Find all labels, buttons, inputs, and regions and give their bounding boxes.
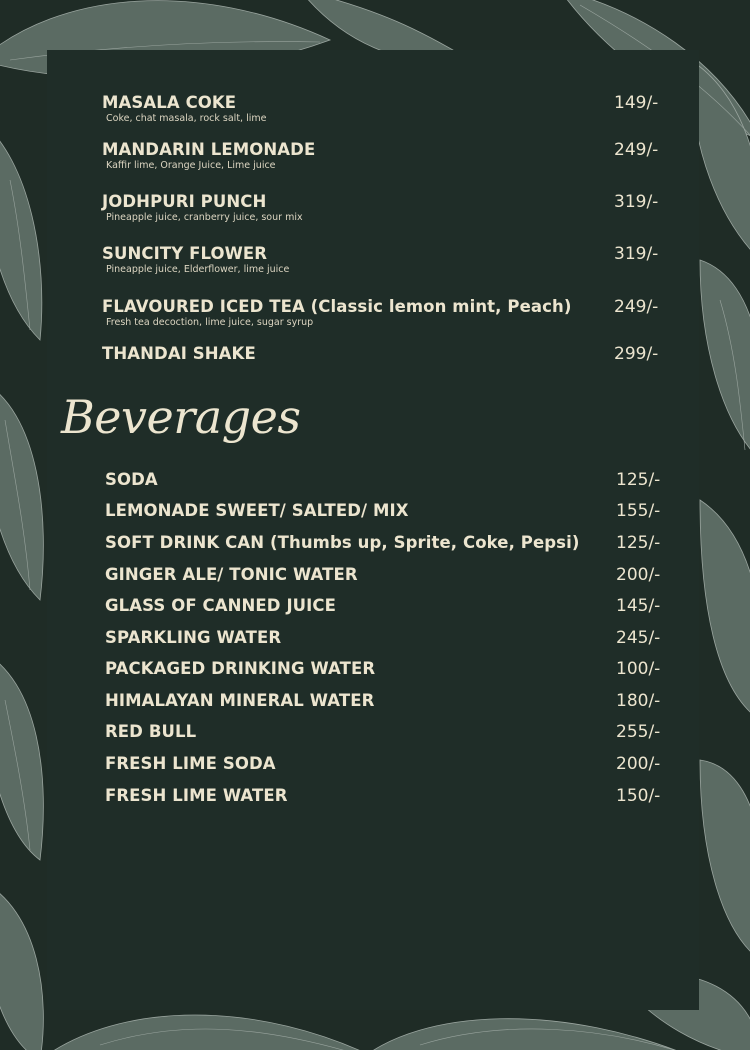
item-name: GLASS OF CANNED JUICE [105, 596, 337, 615]
item-price: 100/- [616, 659, 661, 679]
item-description: Coke, chat masala, rock salt, lime [106, 113, 267, 124]
item-price: 249/- [614, 297, 659, 317]
item-name: THANDAI SHAKE [102, 344, 256, 363]
menu-panel [47, 50, 699, 1010]
item-description: Fresh tea decoction, lime juice, sugar syrup [106, 317, 314, 328]
item-name: MASALA COKE [102, 93, 237, 112]
item-price: 319/- [614, 244, 659, 264]
item-description: Pineapple juice, Elderflower, lime juice [106, 264, 290, 275]
item-name: PACKAGED DRINKING WATER [105, 659, 376, 678]
item-price: 319/- [614, 192, 659, 212]
item-name: MANDARIN LEMONADE [102, 140, 316, 159]
item-description: Kaffir lime, Orange Juice, Lime juice [106, 160, 276, 171]
item-name: RED BULL [105, 722, 197, 741]
item-name: SUNCITY FLOWER [102, 244, 268, 263]
item-name: SOFT DRINK CAN (Thumbs up, Sprite, Coke, Pepsi) [105, 533, 580, 552]
item-name: GINGER ALE/ TONIC WATER [105, 565, 358, 584]
item-description: Pineapple juice, cranberry juice, sour mix [106, 212, 303, 223]
item-name: FRESH LIME SODA [105, 754, 276, 773]
item-price: 245/- [616, 628, 661, 648]
item-name: HIMALAYAN MINERAL WATER [105, 691, 375, 710]
item-price: 125/- [616, 470, 661, 490]
section-heading-beverages: Beverages [61, 390, 301, 444]
item-name: SPARKLING WATER [105, 628, 282, 647]
item-name: FLAVOURED ICED TEA (Classic lemon mint, Peach) [102, 297, 572, 316]
item-name: FRESH LIME WATER [105, 786, 288, 805]
item-price: 200/- [616, 565, 661, 585]
item-price: 200/- [616, 754, 661, 774]
item-price: 255/- [616, 722, 661, 742]
item-price: 155/- [616, 501, 661, 521]
item-price: 149/- [614, 93, 659, 113]
item-price: 299/- [614, 344, 659, 364]
item-price: 180/- [616, 691, 661, 711]
item-name: LEMONADE SWEET/ SALTED/ MIX [105, 501, 409, 520]
item-name: SODA [105, 470, 158, 489]
item-price: 145/- [616, 596, 661, 616]
item-price: 249/- [614, 140, 659, 160]
item-price: 150/- [616, 786, 661, 806]
item-name: JODHPURI PUNCH [102, 192, 267, 211]
item-price: 125/- [616, 533, 661, 553]
